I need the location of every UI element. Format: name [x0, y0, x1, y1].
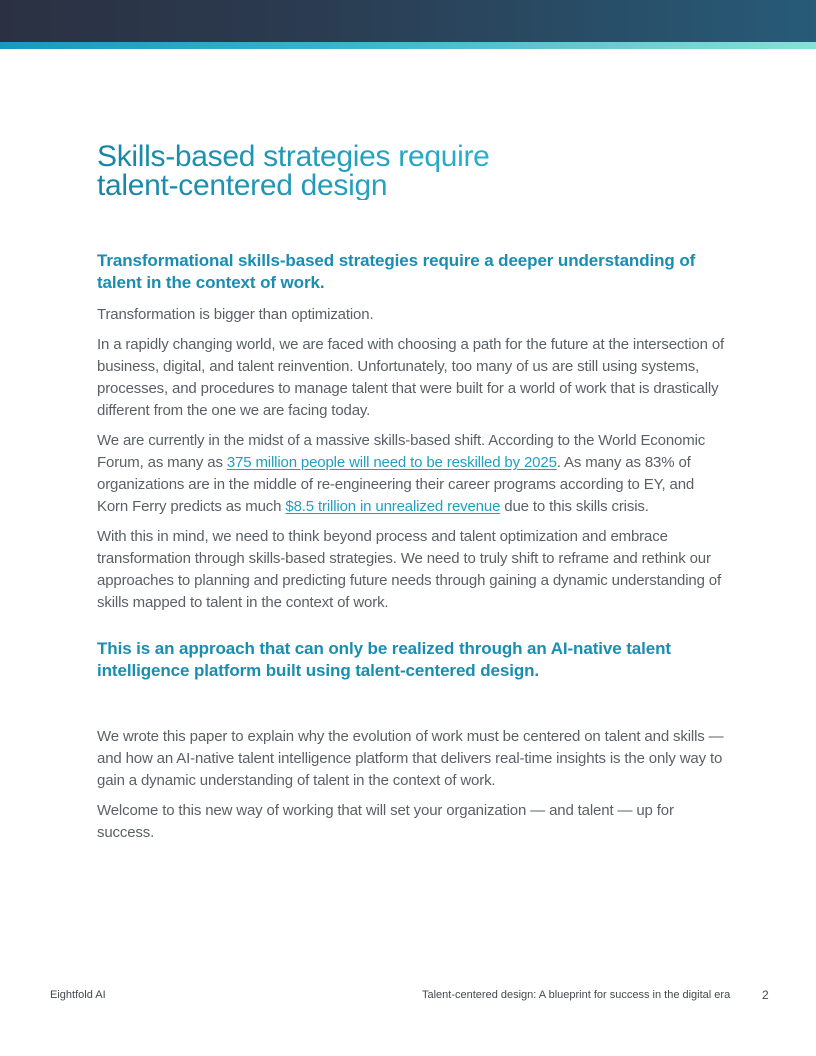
reskilled-statistic-link[interactable]: 375 million people will need to be reskilled by 2025 — [226, 454, 557, 471]
header-bar — [0, 0, 816, 42]
paragraph: In a rapidly changing world, we are faced with choosing a path for the future at the intersection of business, digital, and talent reinvention. Unfortunately, too many of us are still using systems, processes, and procedures to manage talent that were built for a world of work that is drastically different from the one we are facing today. — [97, 336, 725, 419]
paragraph: We wrote this paper to explain why the evolution of work must be centered on talent and skills — and how an AI-native talent intelligence platform that delivers real-time insights is the only way to gain a dynamic understanding of talent in the context of work. — [97, 728, 724, 789]
page-footer — [0, 989, 816, 1005]
paragraph-text: We are currently in the midst of a massive skills-based shift. According to the World Economic Forum, as many as — [97, 432, 706, 471]
paragraph-text: . As many as 83% of organizations are in the middle of re-engineering their career programs according to EY, and Korn Ferry predicts as much — [97, 454, 695, 515]
page-content — [97, 142, 727, 844]
section-heading: This is an approach that can only be realized through an AI-native talent intelligence platform built using talent-centered design. — [97, 639, 671, 680]
page-title-line1: Skills-based strategies require — [97, 140, 490, 173]
footer-company: Eightfold AI — [50, 989, 106, 1001]
unrealized-revenue-link[interactable]: $8.5 trillion in unrealized revenue — [285, 498, 501, 515]
page-title-line2: talent-centered design — [97, 169, 388, 202]
header-accent-stripe — [0, 42, 816, 49]
footer-document-title: Talent-centered design: A blueprint for success in the digital era — [422, 989, 731, 1001]
paragraph: With this in mind, we need to think beyond process and talent optimization and embrace transformation through skills-based strategies. We need to truly shift to reframe and rethink our approaches to planning and predicting future needs through gaining a dynamic understanding of skills mapped to talent in the context of work. — [97, 528, 722, 611]
page-title — [97, 142, 527, 200]
paragraph: Welcome to this new way of working that will set your organization — and talent — up for success. — [97, 802, 674, 841]
page-number: 2 — [762, 988, 769, 1002]
section-transformation — [97, 250, 727, 614]
section-heading: Transformational skills-based strategies require a deeper understanding of talent in the context of work. — [97, 251, 696, 292]
paragraph-text: due to this skills crisis. — [500, 498, 649, 515]
section-ai-native-platform — [97, 638, 727, 844]
paragraph-with-links — [97, 430, 727, 518]
paragraph: Transformation is bigger than optimization. — [97, 306, 374, 323]
